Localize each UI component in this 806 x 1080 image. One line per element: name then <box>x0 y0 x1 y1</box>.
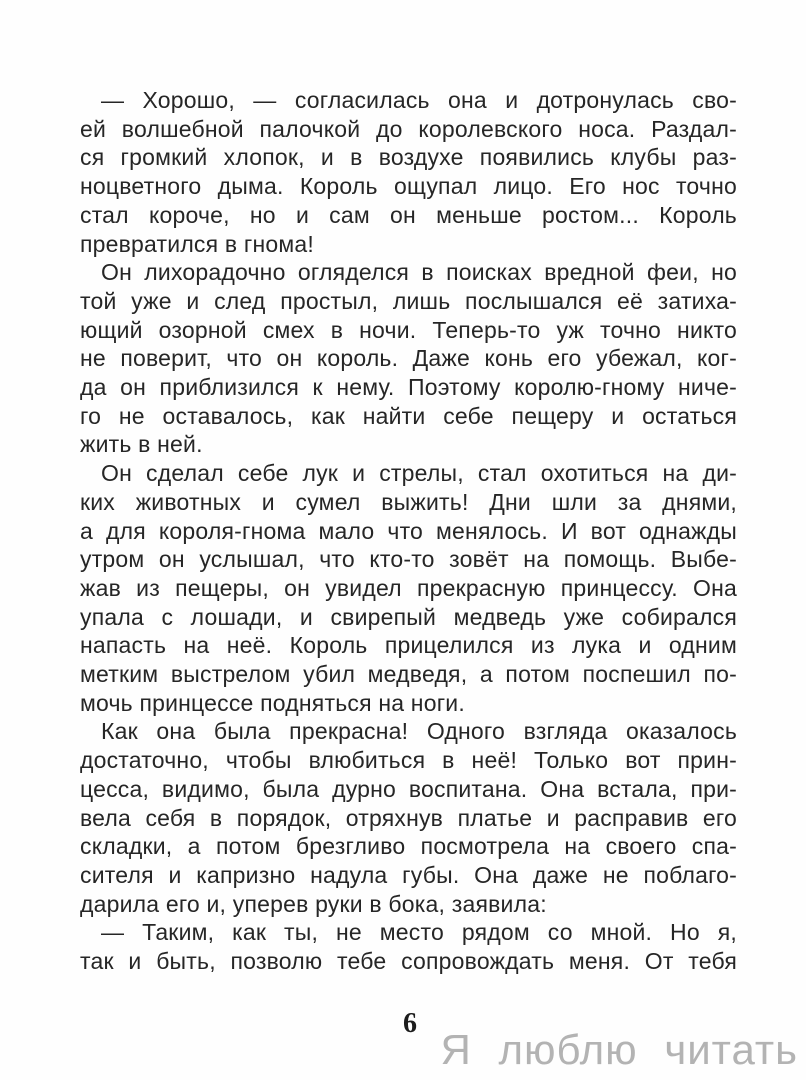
text-line: цесса, видимо, была дурно воспитана. Она встала, при- <box>80 775 737 802</box>
text-line: достаточно, чтобы влюбиться в неё! Только вот прин- <box>80 747 737 774</box>
text-line: стал короче, но и сам он меньше ростом... Король <box>80 201 737 228</box>
text-line: так и быть, позволю тебе сопровождать меня. От тебя <box>80 948 737 975</box>
text-line: Как она была прекрасна! Одного взгляда оказалось <box>101 718 737 745</box>
text-line: мочь принцессе подняться на ноги. <box>80 689 465 716</box>
text-line: напасть на неё. Король прицелился из лука и одним <box>80 632 737 659</box>
text-line: не поверит, что он король. Даже конь его убежал, ког- <box>80 345 737 372</box>
text-line: Он сделал себе лук и стрелы, стал охотиться на ди- <box>101 460 737 487</box>
text-line: ноцветного дыма. Король ощупал лицо. Его нос точно <box>80 173 737 200</box>
text-line: ющий озорной смех в ночи. Теперь-то уж точно никто <box>80 316 737 343</box>
text-line: — Хорошо, — согласилась она и дотронулась сво- <box>101 87 737 113</box>
text-line: ся громкий хлопок, и в воздухе появились клубы раз- <box>80 144 737 171</box>
page-number: 6 <box>403 1008 417 1039</box>
watermark-text: Я люблю читать <box>440 1026 798 1073</box>
text-line: жить в ней. <box>80 431 203 458</box>
text-line: упала с лошади, и свирепый медведь уже собирался <box>80 603 737 630</box>
text-line: Он лихорадочно огляделся в поисках вредной феи, но <box>101 259 737 286</box>
text-line: да он приблизился к нему. Поэтому королю-гному ниче- <box>80 374 737 401</box>
text-line: ких животных и сумел выжить! Дни шли за днями, <box>80 488 737 515</box>
text-line: — Таким, как ты, не место рядом со мной. Но я, <box>101 919 737 946</box>
text-line: ей волшебной палочкой до королевского носа. Раздал- <box>80 115 737 142</box>
text-line: метким выстрелом убил медведя, а потом поспешил по- <box>80 661 737 688</box>
text-line: жав из пещеры, он увидел прекрасную принцессу. Она <box>80 574 737 601</box>
text-line: утром он услышал, что кто-то зовёт на помощь. Выбе- <box>80 546 737 573</box>
text-line: превратился в гнома! <box>80 230 314 257</box>
text-line: сителя и капризно надула губы. Она даже не поблаго- <box>80 861 737 888</box>
story-text-block <box>80 86 737 976</box>
text-line: вела себя в порядок, отряхнув платье и расправив его <box>80 804 737 831</box>
text-line: дарила его и, уперев руки в бока, заявила: <box>80 890 547 917</box>
text-line: той уже и след простыл, лишь послышался её затиха- <box>80 287 737 314</box>
text-line: складки, а потом брезгливо посмотрела на своего спа- <box>80 833 737 860</box>
text-line: го не оставалось, как найти себе пещеру и остаться <box>80 402 737 429</box>
text-line: а для короля-гнома мало что менялось. И вот однажды <box>80 517 737 544</box>
